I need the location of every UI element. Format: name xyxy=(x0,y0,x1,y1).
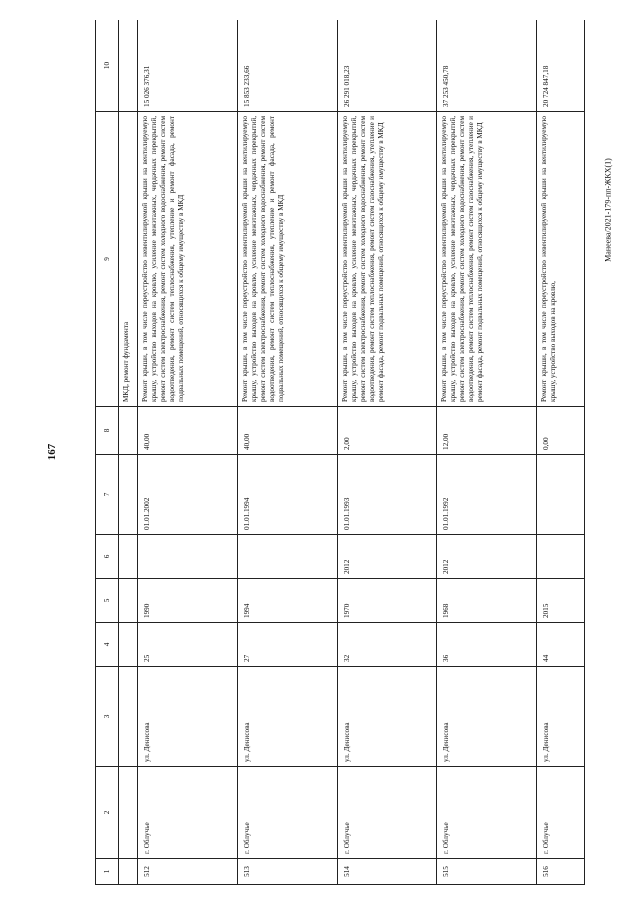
table-cell xyxy=(119,535,138,579)
column-header: 2 xyxy=(96,767,119,859)
house-cell: 32 xyxy=(337,623,437,667)
header-row xyxy=(96,20,119,885)
wear-cell: 2,00 xyxy=(337,407,437,455)
cost-cell: 15 853 233,66 xyxy=(237,20,337,112)
house-cell: 27 xyxy=(237,623,337,667)
table-row xyxy=(537,20,585,885)
table-row xyxy=(237,20,337,885)
repair-program-table xyxy=(95,20,585,885)
row-number: 516 xyxy=(537,859,585,885)
wear-cell: 12,00 xyxy=(437,407,537,455)
column-header: 5 xyxy=(96,579,119,623)
date-cell: 01.01.1992 xyxy=(437,455,537,535)
city-cell: г. Облучье xyxy=(138,767,238,859)
column-header: 4 xyxy=(96,623,119,667)
continuation-works-cell: МКД, ремонт фундамента xyxy=(119,112,138,407)
year-renovated-cell xyxy=(237,535,337,579)
table-row xyxy=(337,20,437,885)
table-cell xyxy=(119,623,138,667)
date-cell: 01.01.2002 xyxy=(138,455,238,535)
year-renovated-cell xyxy=(138,535,238,579)
table-cell xyxy=(119,767,138,859)
table-cell xyxy=(119,859,138,885)
year-renovated-cell: 2012 xyxy=(337,535,437,579)
city-cell: г. Облучье xyxy=(337,767,437,859)
works-cell: Ремонт крыши, в том числе переустройство невентилируемой крыши на вентилируемую крышу, устройство выходов на кровлю, усиление межэтажных, чердачных перекрытий, ремонт систем электроснабжения, ремонт систем холодного водоснабжения, ремонт систем водоотведения, ремонт систем теплоснабжения, ремонт систем газоснабжения, утепление и ремонт фасада, ремонт подвальных помещений, относящихся к общему имуществу в МКД xyxy=(437,112,537,407)
row-number: 514 xyxy=(337,859,437,885)
rotated-table-frame xyxy=(95,20,585,885)
house-cell: 36 xyxy=(437,623,537,667)
street-cell: ул. Денисова xyxy=(537,667,585,767)
date-cell: 01.01.1993 xyxy=(337,455,437,535)
house-cell: 44 xyxy=(537,623,585,667)
table-cell xyxy=(119,407,138,455)
works-cell: Ремонт крыши, в том числе переустройство невентилируемой крыши на вентилируемую крышу, устройство выходов на кровлю, усиление межэтажных, чердачных перекрытий, ремонт систем электроснабжения, ремонт систем холодного водоснабжения, ремонт систем водоотведения, ремонт систем теплоснабжения, ремонт систем газоснабжения, утепление и ремонт фасада, ремонт подвальных помещений, относящихся к общему имуществу в МКД xyxy=(337,112,437,407)
table-row xyxy=(437,20,537,885)
year-built-cell: 1968 xyxy=(437,579,537,623)
house-cell: 25 xyxy=(138,623,238,667)
city-cell: г. Облучье xyxy=(437,767,537,859)
cost-cell: 37 253 450,78 xyxy=(437,20,537,112)
wear-cell: 40,00 xyxy=(237,407,337,455)
row-number: 513 xyxy=(237,859,337,885)
document-footer: Манеева/2021-179-пп-ЖКХ(1) xyxy=(603,158,613,262)
street-cell: ул. Денисова xyxy=(437,667,537,767)
cost-cell: 15 026 376,31 xyxy=(138,20,238,112)
column-header: 9 xyxy=(96,112,119,407)
city-cell: г. Облучье xyxy=(537,767,585,859)
column-header: 3 xyxy=(96,667,119,767)
column-header: 6 xyxy=(96,535,119,579)
column-header: 7 xyxy=(96,455,119,535)
year-renovated-cell: 2012 xyxy=(437,535,537,579)
wear-cell: 0,00 xyxy=(537,407,585,455)
date-cell xyxy=(537,455,585,535)
page-number: 167 xyxy=(46,443,58,461)
year-built-cell: 1990 xyxy=(138,579,238,623)
table-cell xyxy=(119,455,138,535)
table-container xyxy=(95,20,585,885)
column-header: 1 xyxy=(96,859,119,885)
column-header: 10 xyxy=(96,20,119,112)
city-cell: г. Облучье xyxy=(237,767,337,859)
works-cell: Ремонт крыши, в том числе переустройство невентилируемой крыши на вентилируемую крышу, устройство выходов на кровлю, усиление межэтажных, чердачных перекрытий, ремонт систем электроснабжения, ремонт систем холодного водоснабжения, ремонт систем водоотведения, ремонт систем теплоснабжения, утепление и ремонт фасада, ремонт подвальных помещений, относящихся к общему имуществу в МКД xyxy=(237,112,337,407)
year-built-cell: 2015 xyxy=(537,579,585,623)
wear-cell: 40,00 xyxy=(138,407,238,455)
date-cell: 01.01.1994 xyxy=(237,455,337,535)
table-row xyxy=(138,20,238,885)
year-renovated-cell xyxy=(537,535,585,579)
table-cell xyxy=(119,579,138,623)
row-number: 512 xyxy=(138,859,238,885)
table-cell xyxy=(119,667,138,767)
continuation-row xyxy=(119,20,138,885)
street-cell: ул. Денисова xyxy=(138,667,238,767)
table-cell xyxy=(119,20,138,112)
street-cell: ул. Денисова xyxy=(237,667,337,767)
row-number: 515 xyxy=(437,859,537,885)
cost-cell: 26 291 018,23 xyxy=(337,20,437,112)
works-cell: Ремонт крыши, в том числе переустройство невентилируемой крыши на вентилируемую крышу, устройство выходов на кровлю, усиление межэтажных, чердачных перекрытий, ремонт систем электроснабжения, ремонт систем холодного водоснабжения, ремонт систем водоотведения, ремонт систем теплоснабжения, утепление и ремонт фасада, ремонт подвальных помещений, относящихся к общему имуществу в МКД xyxy=(138,112,238,407)
year-built-cell: 1970 xyxy=(337,579,437,623)
column-header: 8 xyxy=(96,407,119,455)
cost-cell: 20 724 847,18 xyxy=(537,20,585,112)
works-cell: Ремонт крыши, в том числе переустройство невентилируемой крыши на вентилируемую крышу, устройство выходов на кровлю, xyxy=(537,112,585,407)
street-cell: ул. Денисова xyxy=(337,667,437,767)
year-built-cell: 1994 xyxy=(237,579,337,623)
